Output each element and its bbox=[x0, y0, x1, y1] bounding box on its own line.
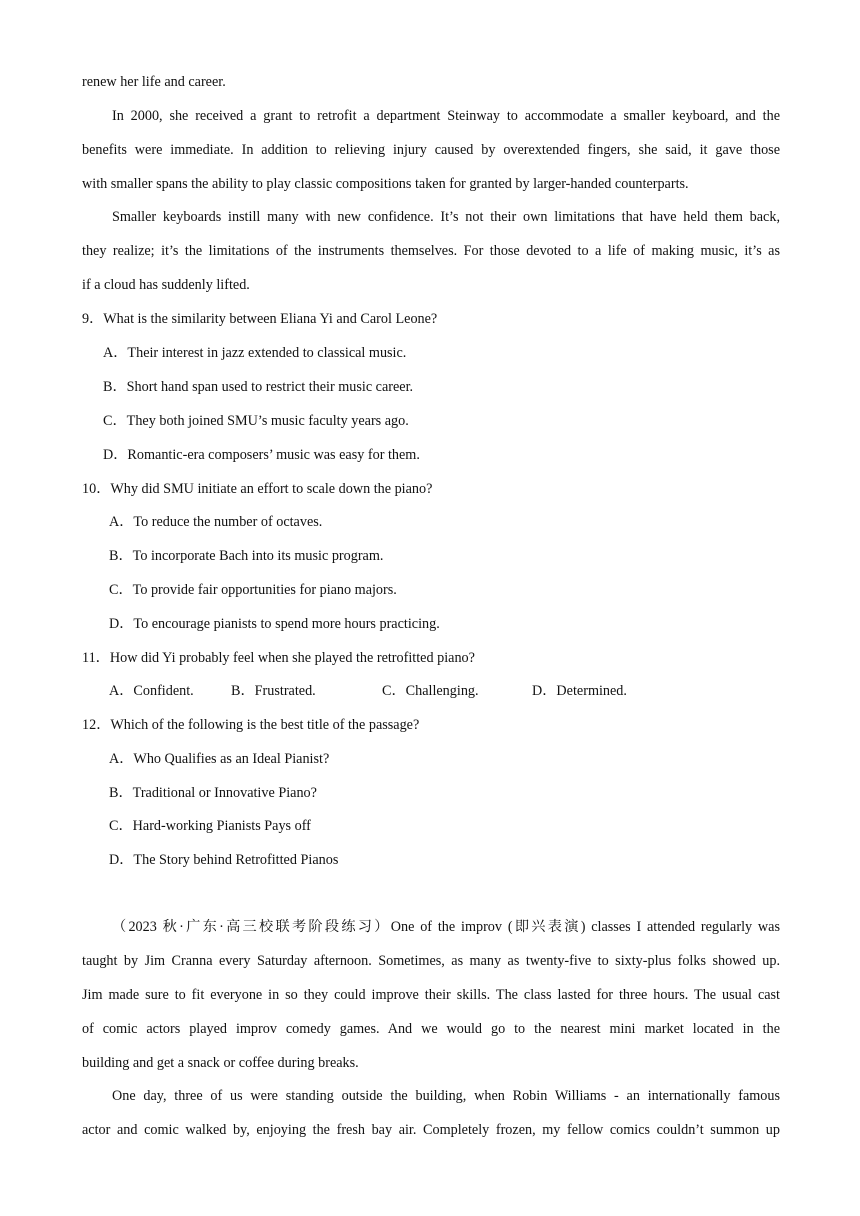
question-11-stem: 11．How did Yi probably feel when she played the retrofitted piano? bbox=[82, 650, 475, 666]
passage1-line-7: if a cloud has suddenly lifted. bbox=[82, 277, 250, 293]
passage1-line-4: with smaller spans the ability to play classic compositions taken for granted by larger-handed counterparts. bbox=[82, 176, 689, 192]
question-10-option-d: D．To encourage pianists to spend more hours practicing. bbox=[109, 616, 440, 632]
question-11-option-b: B．Frustrated. bbox=[231, 683, 316, 699]
question-12-option-d: D．The Story behind Retrofitted Pianos bbox=[109, 852, 339, 868]
question-10-option-b: B．To incorporate Bach into its music program. bbox=[109, 548, 384, 564]
passage1-line-5: Smaller keyboards instill many with new confidence. It’s not their own limitations that have held them back, bbox=[112, 209, 780, 225]
question-12-option-b: B．Traditional or Innovative Piano? bbox=[109, 785, 317, 801]
passage2-line-7: actor and comic walked by, enjoying the fresh bay air. Completely frozen, my fellow comics couldn’t summon up bbox=[82, 1122, 780, 1138]
question-11-option-a: A．Confident. bbox=[109, 683, 194, 699]
passage2-line-4: of comic actors played improv comedy games. And we would go to the nearest mini market located in the bbox=[82, 1021, 780, 1037]
question-10-option-a: A．To reduce the number of octaves. bbox=[109, 514, 323, 530]
question-9-option-a: A．Their interest in jazz extended to classical music. bbox=[103, 345, 407, 361]
question-12-option-a: A．Who Qualifies as an Ideal Pianist? bbox=[109, 751, 330, 767]
question-9-option-d: D．Romantic-era composers’ music was easy for them. bbox=[103, 447, 420, 463]
passage2-line-5: building and get a snack or coffee during breaks. bbox=[82, 1055, 359, 1071]
passage2-line-2: taught by Jim Cranna every Saturday afternoon. Sometimes, as many as twenty-five to sixty-plus folks showed up. bbox=[82, 953, 780, 969]
passage2-line-6: One day, three of us were standing outside the building, when Robin Williams - an internationally famous bbox=[112, 1088, 780, 1104]
question-10-option-c: C．To provide fair opportunities for piano majors. bbox=[109, 582, 397, 598]
question-9-stem: 9．What is the similarity between Eliana Yi and Carol Leone? bbox=[82, 311, 438, 327]
passage2-line-3: Jim made sure to fit everyone in so they could improve their skills. The class lasted for three hours. The usual cast bbox=[82, 987, 780, 1003]
question-11-option-c: C．Challenging. bbox=[382, 683, 479, 699]
question-9-option-b: B．Short hand span used to restrict their music career. bbox=[103, 379, 414, 395]
question-12-option-c: C．Hard-working Pianists Pays off bbox=[109, 818, 311, 834]
question-11-option-d: D．Determined. bbox=[532, 683, 627, 699]
passage1-line-2: In 2000, she received a grant to retrofit a department Steinway to accommodate a smaller keyboard, and the bbox=[112, 108, 780, 124]
passage1-line-1: renew her life and career. bbox=[82, 74, 226, 90]
question-10-stem: 10．Why did SMU initiate an effort to scale down the piano? bbox=[82, 481, 433, 497]
passage1-line-3: benefits were immediate. In addition to relieving injury caused by overextended fingers, she said, it gave those bbox=[82, 142, 780, 158]
passage2-line-1: （2023 秋·广东·高三校联考阶段练习）One of the improv (即兴表演) classes I attended regularly was bbox=[112, 919, 780, 935]
passage1-line-6: they realize; it’s the limitations of the instruments themselves. For those devoted to a life of making music, it’s as bbox=[82, 243, 780, 259]
question-9-option-c: C．They both joined SMU’s music faculty years ago. bbox=[103, 413, 409, 429]
question-12-stem: 12．Which of the following is the best title of the passage? bbox=[82, 717, 420, 733]
